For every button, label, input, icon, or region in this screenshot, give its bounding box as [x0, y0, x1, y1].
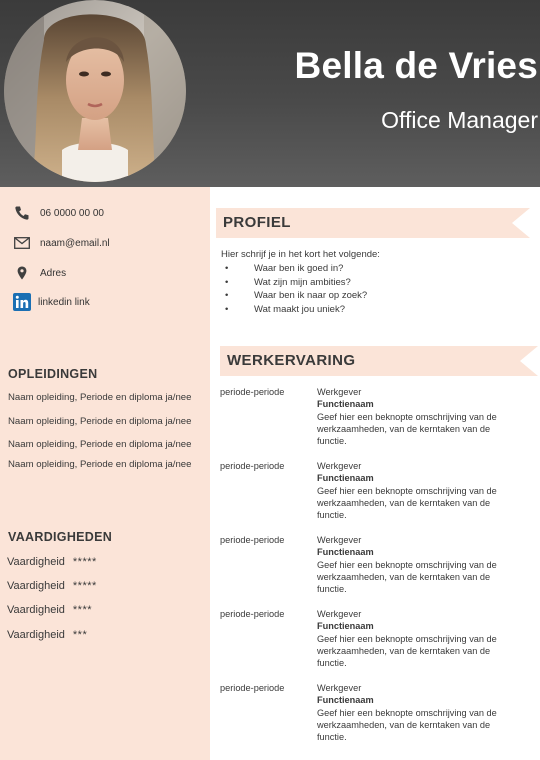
- profile-bullet-list: [221, 262, 367, 316]
- job-title: Functienaam: [317, 473, 374, 484]
- education-item: Naam opleiding, Periode en diploma ja/nee: [8, 416, 192, 427]
- list-item: [221, 289, 367, 303]
- skill-item: [7, 556, 97, 568]
- bullet-text: Waar ben ik naar op zoek?: [254, 290, 368, 302]
- sidebar: [0, 187, 210, 760]
- job-employer: Werkgever: [317, 387, 362, 397]
- linkedin-icon[interactable]: [12, 292, 32, 312]
- experience-heading-banner: [220, 346, 538, 376]
- skills-heading: VAARDIGHEDEN: [8, 530, 113, 544]
- job-employer: Werkgever: [317, 461, 362, 471]
- job-title: Functienaam: [317, 621, 374, 632]
- experience-heading: WERKERVARING: [227, 352, 356, 369]
- list-item: [221, 276, 367, 290]
- job-employer: Werkgever: [317, 609, 362, 619]
- candidate-role: Office Manager: [381, 107, 538, 133]
- job-period: periode-periode: [220, 683, 285, 693]
- skill-stars: *****: [72, 556, 97, 568]
- skill-label: Vaardigheid: [7, 604, 65, 616]
- job-description: Geef hier een beknopte omschrijving van de werkzaamheden, van de kerntaken van de functie.: [317, 633, 497, 669]
- job-period: periode-periode: [220, 387, 285, 397]
- portrait-photo: [4, 0, 186, 182]
- profile-intro: Hier schrijf je in het kort het volgende:: [221, 249, 380, 260]
- job-employer: Werkgever: [317, 535, 362, 545]
- bullet-text: Wat zijn mijn ambities?: [254, 276, 351, 288]
- candidate-name: Bella de Vries: [294, 45, 538, 86]
- bullet-text: Waar ben ik goed in?: [254, 263, 344, 274]
- email-icon: [12, 233, 32, 253]
- bullet-icon: •: [225, 303, 229, 315]
- job-title: Functienaam: [317, 547, 374, 558]
- education-heading: OPLEIDINGEN: [8, 367, 98, 381]
- education-item: Naam opleiding, Periode en diploma ja/nee: [8, 392, 192, 403]
- skill-stars: ****: [72, 604, 93, 616]
- bullet-icon: •: [225, 290, 229, 302]
- header-banner: [0, 0, 540, 187]
- skill-stars: ***: [72, 629, 88, 641]
- bullet-text: Wat maakt jou uniek?: [254, 303, 345, 315]
- job-description: Geef hier een beknopte omschrijving van de werkzaamheden, van de kerntaken van de functie.: [317, 559, 497, 595]
- bullet-icon: •: [225, 263, 229, 274]
- skill-item: [7, 629, 87, 641]
- contact-address: [12, 262, 66, 284]
- contact-email: [12, 232, 110, 254]
- bullet-icon: •: [225, 276, 229, 288]
- skill-label: Vaardigheid: [7, 556, 65, 568]
- job-employer: Werkgever: [317, 683, 362, 693]
- contact-linkedin-text[interactable]: linkedin link: [38, 296, 90, 308]
- phone-icon: [12, 203, 32, 223]
- skill-item: [7, 580, 97, 592]
- job-description: Geef hier een beknopte omschrijving van de werkzaamheden, van de kerntaken van de functie.: [317, 485, 497, 521]
- location-pin-icon: [12, 263, 32, 283]
- job-period: periode-periode: [220, 535, 285, 545]
- portrait-illustration: [4, 0, 186, 182]
- contact-linkedin[interactable]: [12, 291, 90, 313]
- contact-phone-text: 06 0000 00 00: [40, 207, 104, 219]
- list-item: [221, 303, 367, 317]
- skill-item: [7, 604, 92, 616]
- contact-phone: [12, 202, 104, 224]
- job-period: periode-periode: [220, 461, 285, 471]
- job-title: Functienaam: [317, 399, 374, 410]
- profile-heading: PROFIEL: [223, 214, 291, 231]
- skill-label: Vaardigheid: [7, 580, 65, 592]
- job-description: Geef hier een beknopte omschrijving van de werkzaamheden, van de kerntaken van de functie.: [317, 707, 497, 743]
- job-period: periode-periode: [220, 609, 285, 619]
- list-item: [221, 262, 367, 276]
- skill-stars: *****: [72, 580, 97, 592]
- profile-heading-banner: [216, 208, 530, 238]
- job-description: Geef hier een beknopte omschrijving van de werkzaamheden, van de kerntaken van de functie.: [317, 411, 497, 447]
- education-item: Naam opleiding, Periode en diploma ja/nee: [8, 459, 192, 470]
- skill-label: Vaardigheid: [7, 629, 65, 641]
- contact-address-text: Adres: [40, 267, 67, 279]
- education-item: Naam opleiding, Periode en diploma ja/nee: [8, 439, 192, 450]
- contact-email-text: naam@email.nl: [40, 237, 110, 249]
- job-title: Functienaam: [317, 695, 374, 706]
